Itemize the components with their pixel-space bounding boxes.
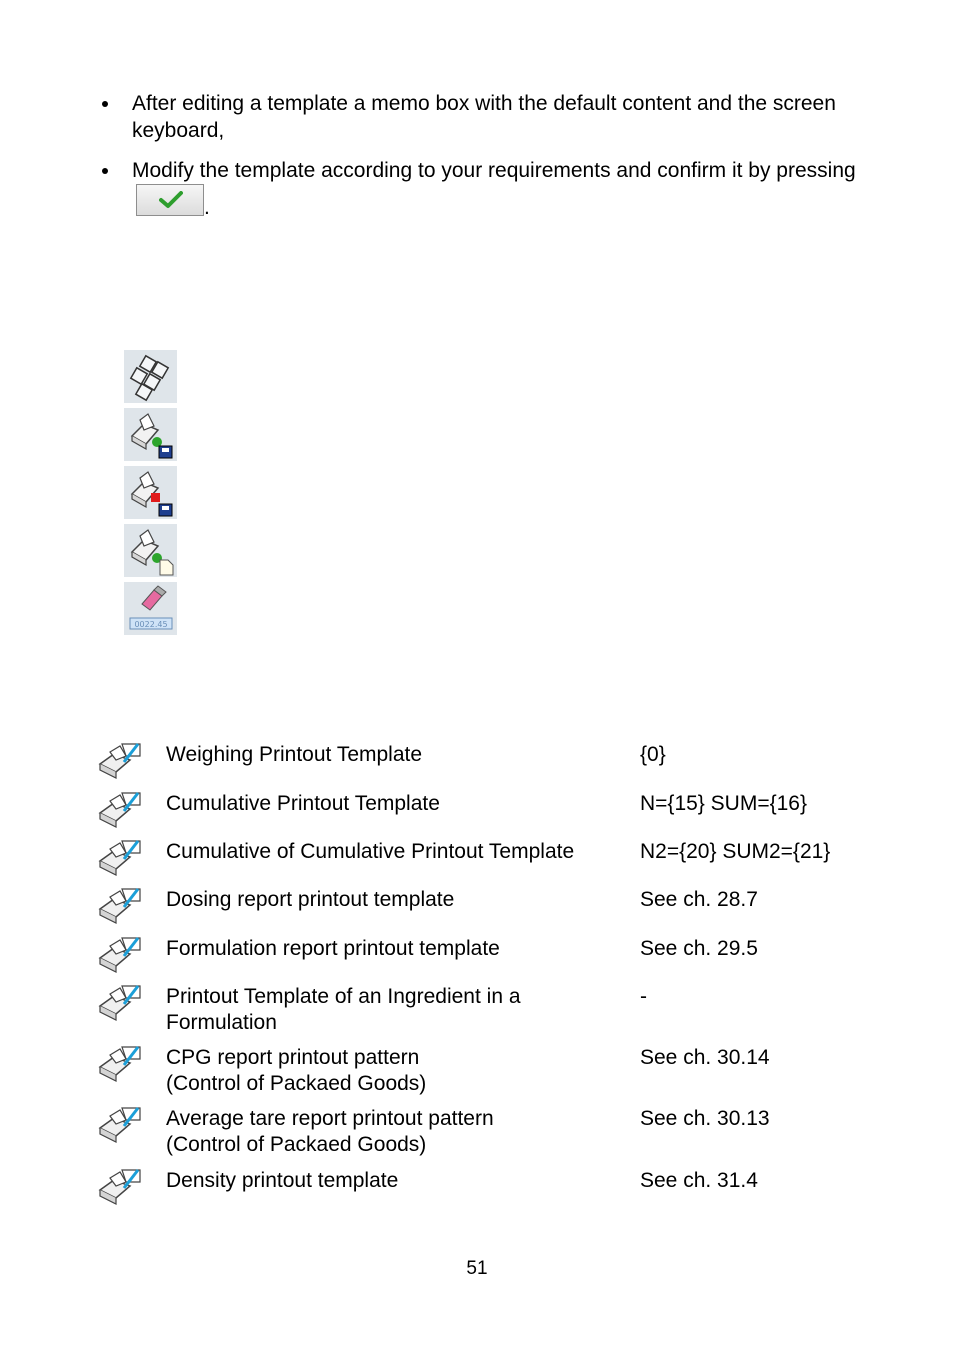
template-name-line1: CPG report printout pattern [166, 1046, 420, 1069]
checkmark-icon [159, 191, 183, 209]
edit-printout-icon[interactable] [96, 789, 144, 829]
bullet-item [98, 157, 858, 221]
template-value: See ch. 31.4 [640, 1169, 758, 1192]
template-name: Cumulative of Cumulative Printout Template [166, 840, 575, 863]
page-number: 51 [466, 1258, 488, 1279]
template-value: {0} [640, 743, 666, 766]
confirm-button[interactable] [136, 184, 204, 216]
template-value: N2={20} SUM2={21} [640, 840, 831, 863]
edit-printout-icon[interactable] [96, 1104, 144, 1144]
bullet-text: After editing a template a memo box with the default content and the screen keyboard, [132, 92, 836, 142]
template-name: Formulation report printout template [166, 937, 500, 960]
eraser-icon[interactable] [124, 582, 177, 635]
printer-save-icon[interactable] [124, 408, 177, 461]
template-name: Dosing report printout template [166, 888, 455, 911]
template-value: N={15} SUM={16} [640, 792, 807, 815]
template-name-line1: Average tare report printout pattern [166, 1107, 494, 1130]
template-tools-icons [124, 350, 177, 640]
bullet-dot [102, 101, 108, 107]
bullet-item [98, 90, 858, 144]
template-name: Cumulative Printout Template [166, 792, 440, 815]
template-value: See ch. 30.14 [640, 1046, 770, 1069]
template-value: See ch. 29.5 [640, 937, 758, 960]
template-value: - [640, 985, 647, 1008]
template-name-line2: Formulation [166, 1011, 277, 1034]
edit-printout-icon[interactable] [96, 885, 144, 925]
bullet-suffix: . [204, 196, 210, 219]
printer-save-red-icon[interactable] [124, 466, 177, 519]
template-value: See ch. 30.13 [640, 1107, 770, 1130]
bullet-text: Modify the template according to your requirements and confirm it by pressing [132, 159, 856, 182]
edit-printout-icon[interactable] [96, 1043, 144, 1083]
edit-printout-icon[interactable] [96, 837, 144, 877]
template-value: See ch. 28.7 [640, 888, 758, 911]
template-name: Density printout template [166, 1169, 399, 1192]
template-name-line2: (Control of Packaed Goods) [166, 1072, 427, 1095]
edit-printout-icon[interactable] [96, 740, 144, 780]
edit-printout-icon[interactable] [96, 934, 144, 974]
keyboard-icon[interactable] [124, 350, 177, 403]
svg-text:0022.45: 0022.45 [134, 620, 168, 629]
template-name-line1: Printout Template of an Ingredient in a [166, 985, 521, 1008]
template-name [166, 984, 626, 1036]
template-name [166, 1045, 626, 1097]
template-name [166, 1106, 626, 1158]
edit-printout-icon[interactable] [96, 1166, 144, 1206]
edit-printout-icon[interactable] [96, 982, 144, 1022]
template-name: Weighing Printout Template [166, 743, 423, 766]
bullet-dot [102, 168, 108, 174]
printer-new-icon[interactable] [124, 524, 177, 577]
template-name-line2: (Control of Packaed Goods) [166, 1133, 427, 1156]
instruction-list [98, 90, 858, 234]
